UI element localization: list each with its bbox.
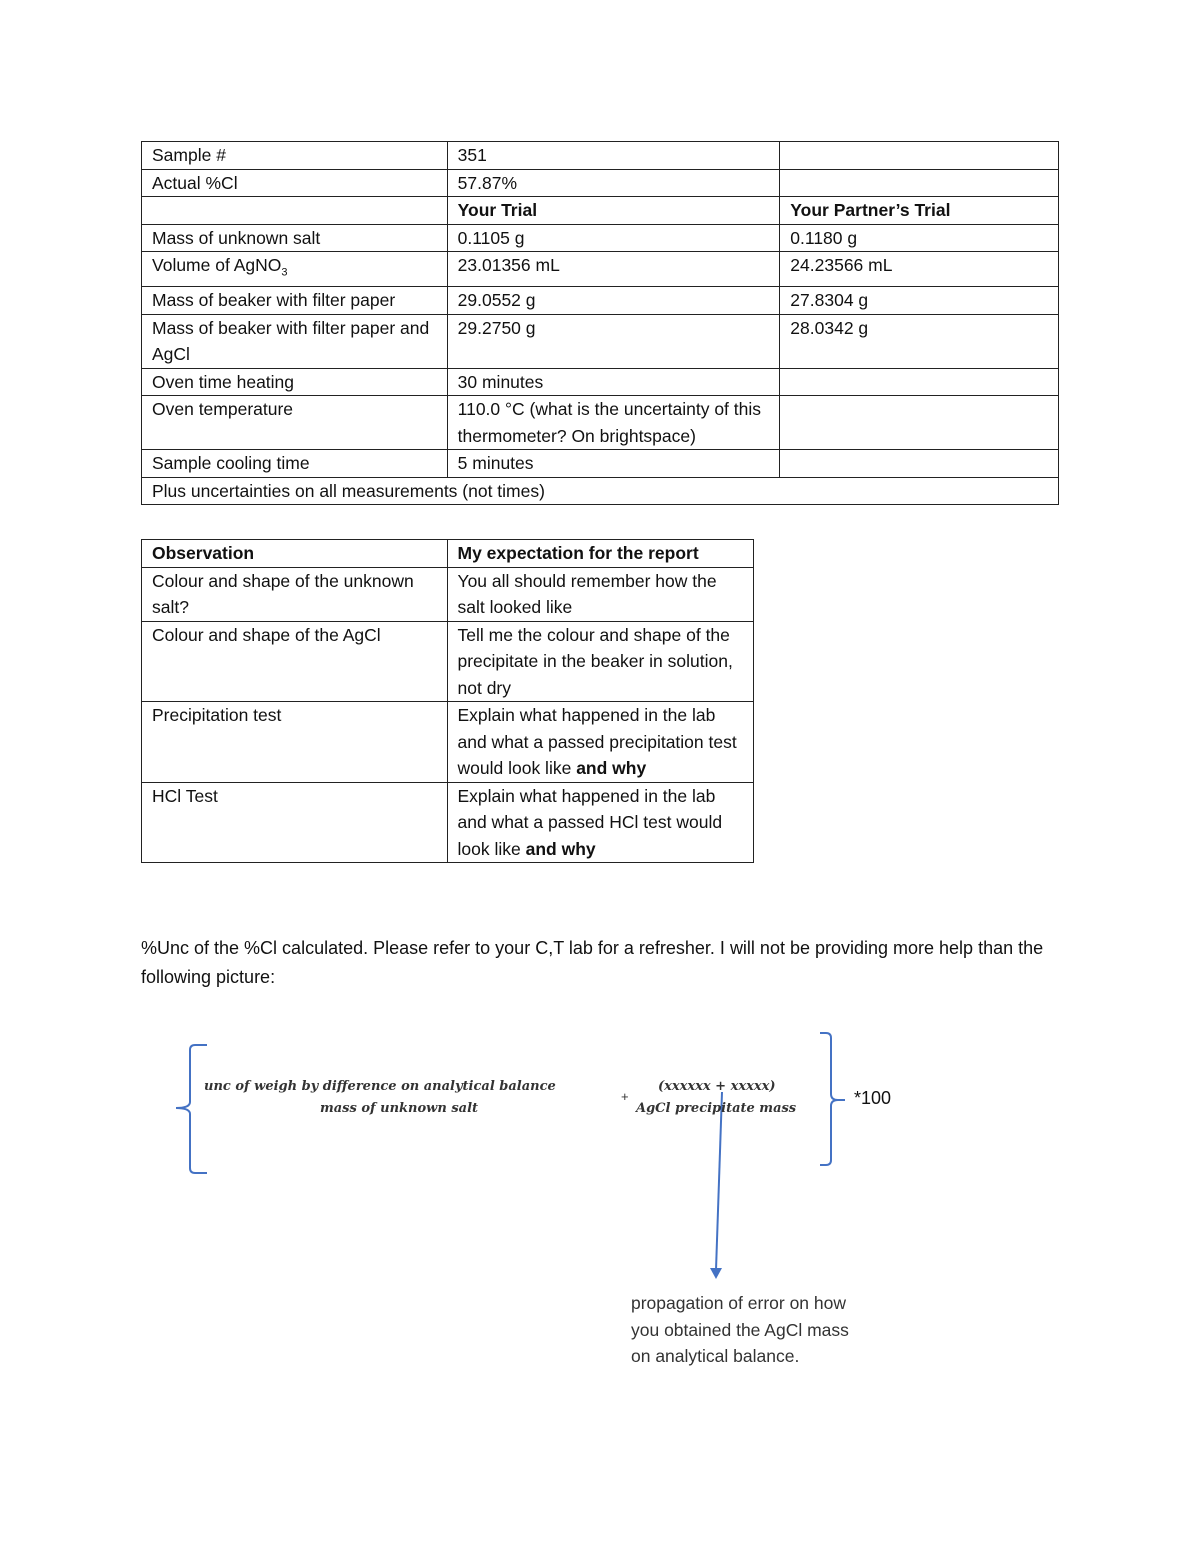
row-label: Oven time heating (142, 368, 448, 396)
right-curly-brace (820, 1033, 838, 1165)
expectation-text: Explain what happened in the lab and what a passed precipitation test would look like (457, 705, 737, 778)
emphasis-text: and why (525, 838, 596, 859)
table-row (142, 450, 1059, 478)
table-row (142, 621, 754, 702)
table-header-row (142, 540, 754, 568)
row-label-text: Volume of AgNO (152, 255, 282, 275)
partner-trial-value: 0.1180 g (780, 224, 1059, 252)
observation-header: Observation (142, 540, 448, 568)
your-trial-header: Your Trial (447, 197, 780, 225)
partner-trial-value: 27.8304 g (780, 287, 1059, 315)
expectation-text: Explain what happened in the lab and what a passed HCl test would look like (457, 785, 723, 859)
observation-table (141, 539, 754, 863)
expectation-cell (447, 702, 754, 783)
table-header-row (142, 197, 1059, 225)
table-row (142, 314, 1059, 368)
emphasis-text: and why (576, 758, 647, 778)
observation-cell: HCl Test (142, 782, 448, 863)
right-numerator: (xxxxxx + xxxxx) (658, 1079, 776, 1094)
partner-trial-value (780, 396, 1059, 450)
your-trial-value: 23.01356 mL (447, 252, 780, 287)
table-row (142, 567, 754, 621)
measurement-table (141, 141, 1059, 505)
your-trial-value: 0.1105 g (447, 224, 780, 252)
table-row (142, 368, 1059, 396)
left-numerator: unc of weigh by difference on analytical balance (204, 1079, 556, 1094)
left-curly-brace (176, 1045, 207, 1173)
table-row (142, 396, 1059, 450)
partner-trial-value (780, 368, 1059, 396)
row-label: Actual %Cl (142, 169, 448, 197)
propagation-note: propagation of error on how you obtained the AgCl mass on analytical balance. (631, 1293, 849, 1366)
expectation-cell: You all should remember how the salt looked like (447, 567, 754, 621)
partner-trial-value (780, 450, 1059, 478)
row-label: Sample cooling time (142, 450, 448, 478)
table-row (142, 287, 1059, 315)
uncertainty-note: Plus uncertainties on all measurements (not times) (142, 477, 1059, 505)
table-row (142, 224, 1059, 252)
row-label (142, 252, 448, 287)
your-trial-value: 351 (447, 142, 780, 170)
observation-cell: Colour and shape of the unknown salt? (142, 567, 448, 621)
row-label: Mass of beaker with filter paper and AgCl (142, 314, 448, 368)
table-row (142, 782, 754, 863)
row-label: Oven temperature (142, 396, 448, 450)
partner-trial-value: 24.23566 mL (780, 252, 1059, 287)
subscript: 3 (281, 266, 288, 279)
expectation-header: My expectation for the report (447, 540, 754, 568)
table-row (142, 142, 1059, 170)
partner-trial-value (780, 169, 1059, 197)
table-row (142, 702, 754, 783)
instructions-paragraph: %Unc of the %Cl calculated. Please refer to your C,T lab for a refresher. I will not be providing more help than the following picture: (141, 938, 1044, 987)
plus-operator: + (621, 1089, 629, 1104)
your-trial-value: 29.2750 g (447, 314, 780, 368)
arrow-head (710, 1268, 722, 1279)
row-label: Sample # (142, 142, 448, 170)
table-footer-row (142, 477, 1059, 505)
right-denominator: AgCl precipitate mass (636, 1101, 797, 1116)
left-denominator: mass of unknown salt (320, 1101, 479, 1116)
observation-cell: Precipitation test (142, 702, 448, 783)
partner-trial-value (780, 142, 1059, 170)
your-trial-value: 57.87% (447, 169, 780, 197)
table-row (142, 169, 1059, 197)
multiplier: *100 (854, 1088, 892, 1108)
row-label: Mass of unknown salt (142, 224, 448, 252)
partner-trial-header: Your Partner’s Trial (780, 197, 1059, 225)
expectation-cell (447, 782, 754, 863)
arrow-line (716, 1092, 722, 1270)
partner-trial-value: 28.0342 g (780, 314, 1059, 368)
observation-cell: Colour and shape of the AgCl (142, 621, 448, 702)
expectation-cell: Tell me the colour and shape of the precipitate in the beaker in solution, not dry (447, 621, 754, 702)
row-label: Mass of beaker with filter paper (142, 287, 448, 315)
your-trial-value: 30 minutes (447, 368, 780, 396)
your-trial-value: 110.0 °C (what is the uncertainty of this thermometer? On brightspace) (447, 396, 780, 450)
row-label (142, 197, 448, 225)
table-row (142, 252, 1059, 287)
your-trial-value: 5 minutes (447, 450, 780, 478)
your-trial-value: 29.0552 g (447, 287, 780, 315)
